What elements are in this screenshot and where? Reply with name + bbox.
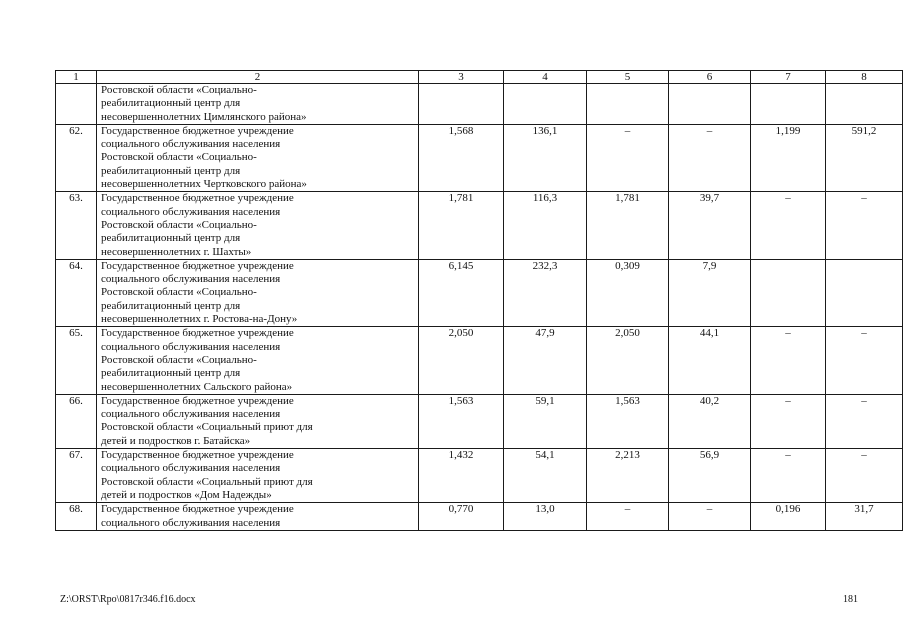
- cell-col4: 47,9: [504, 327, 587, 394]
- cell-col6: 39,7: [669, 192, 751, 259]
- cell-col7: –: [751, 394, 826, 448]
- cell-col4: 136,1: [504, 124, 587, 191]
- column-header: 3: [419, 71, 504, 84]
- cell-col6: [669, 84, 751, 125]
- data-table: [55, 70, 903, 531]
- cell-col8: –: [826, 192, 903, 259]
- table-row: [56, 394, 903, 448]
- cell-col8: –: [826, 394, 903, 448]
- cell-col5: 1,781: [587, 192, 669, 259]
- table-row: [56, 259, 903, 326]
- header-row: [56, 71, 903, 84]
- cell-col7: [751, 84, 826, 125]
- cell-col5: 2,213: [587, 449, 669, 503]
- institution-name: Государственное бюджетное учреждение социального обслуживания населения Ростовской области «Социально- реабилитационный центр для несовершеннолетних г. Ростова-на-Дону»: [97, 259, 419, 326]
- cell-col8: –: [826, 449, 903, 503]
- cell-col5: 1,563: [587, 394, 669, 448]
- cell-col6: –: [669, 124, 751, 191]
- cell-col6: 56,9: [669, 449, 751, 503]
- cell-col3: 6,145: [419, 259, 504, 326]
- page-number: 181: [843, 594, 858, 605]
- column-header: 6: [669, 71, 751, 84]
- cell-col6: 40,2: [669, 394, 751, 448]
- cell-col5: 0,309: [587, 259, 669, 326]
- cell-col4: 13,0: [504, 503, 587, 531]
- cell-col8: [826, 259, 903, 326]
- cell-col4: 59,1: [504, 394, 587, 448]
- table-row: [56, 327, 903, 394]
- cell-col4: [504, 84, 587, 125]
- institution-name: Государственное бюджетное учреждение социального обслуживания населения Ростовской области «Социальный приют для детей и подростков г. Батайска»: [97, 394, 419, 448]
- cell-col7: 1,199: [751, 124, 826, 191]
- column-header: 4: [504, 71, 587, 84]
- cell-col6: 7,9: [669, 259, 751, 326]
- cell-col6: –: [669, 503, 751, 531]
- cell-col6: 44,1: [669, 327, 751, 394]
- institution-name: Государственное бюджетное учреждение социального обслуживания населения Ростовской области «Социально- реабилитационный центр для несовершеннолетних Чертковского района»: [97, 124, 419, 191]
- row-number: 63.: [56, 192, 97, 259]
- cell-col8: [826, 84, 903, 125]
- cell-col3: 2,050: [419, 327, 504, 394]
- table-row: [56, 503, 903, 531]
- cell-col8: –: [826, 327, 903, 394]
- cell-col3: 1,568: [419, 124, 504, 191]
- cell-col3: 1,432: [419, 449, 504, 503]
- cell-col4: 232,3: [504, 259, 587, 326]
- cell-col5: 2,050: [587, 327, 669, 394]
- row-number: 67.: [56, 449, 97, 503]
- cell-col7: –: [751, 327, 826, 394]
- cell-col5: [587, 84, 669, 125]
- column-header: 1: [56, 71, 97, 84]
- cell-col7: –: [751, 449, 826, 503]
- cell-col7: 0,196: [751, 503, 826, 531]
- cell-col7: –: [751, 192, 826, 259]
- institution-name: Государственное бюджетное учреждение социального обслуживания населения Ростовской области «Социально- реабилитационный центр для несовершеннолетних Сальского района»: [97, 327, 419, 394]
- cell-col3: [419, 84, 504, 125]
- row-number: 66.: [56, 394, 97, 448]
- institution-name: Государственное бюджетное учреждение социального обслуживания населения: [97, 503, 419, 531]
- cell-col4: 116,3: [504, 192, 587, 259]
- cell-col3: 0,770: [419, 503, 504, 531]
- institution-name: Государственное бюджетное учреждение социального обслуживания населения Ростовской области «Социальный приют для детей и подростков «Дом Надежды»: [97, 449, 419, 503]
- column-header: 8: [826, 71, 903, 84]
- column-header: 7: [751, 71, 826, 84]
- cell-col8: 591,2: [826, 124, 903, 191]
- row-number: 64.: [56, 259, 97, 326]
- column-header: 5: [587, 71, 669, 84]
- cell-col8: 31,7: [826, 503, 903, 531]
- table-row: [56, 449, 903, 503]
- table-row: [56, 124, 903, 191]
- institution-name: Государственное бюджетное учреждение социального обслуживания населения Ростовской области «Социально- реабилитационный центр для несовершеннолетних г. Шахты»: [97, 192, 419, 259]
- cell-col7: [751, 259, 826, 326]
- table-row: [56, 84, 903, 125]
- row-number: 65.: [56, 327, 97, 394]
- cell-col3: 1,781: [419, 192, 504, 259]
- row-number: [56, 84, 97, 125]
- cell-col5: –: [587, 124, 669, 191]
- cell-col5: –: [587, 503, 669, 531]
- footer-file-path: Z:\ORST\Rpo\0817r346.f16.docx: [60, 594, 196, 605]
- table-row: [56, 192, 903, 259]
- cell-col3: 1,563: [419, 394, 504, 448]
- institution-name: Ростовской области «Социально- реабилитационный центр для несовершеннолетних Цимлянского района»: [97, 84, 419, 125]
- column-header: 2: [97, 71, 419, 84]
- row-number: 68.: [56, 503, 97, 531]
- cell-col4: 54,1: [504, 449, 587, 503]
- row-number: 62.: [56, 124, 97, 191]
